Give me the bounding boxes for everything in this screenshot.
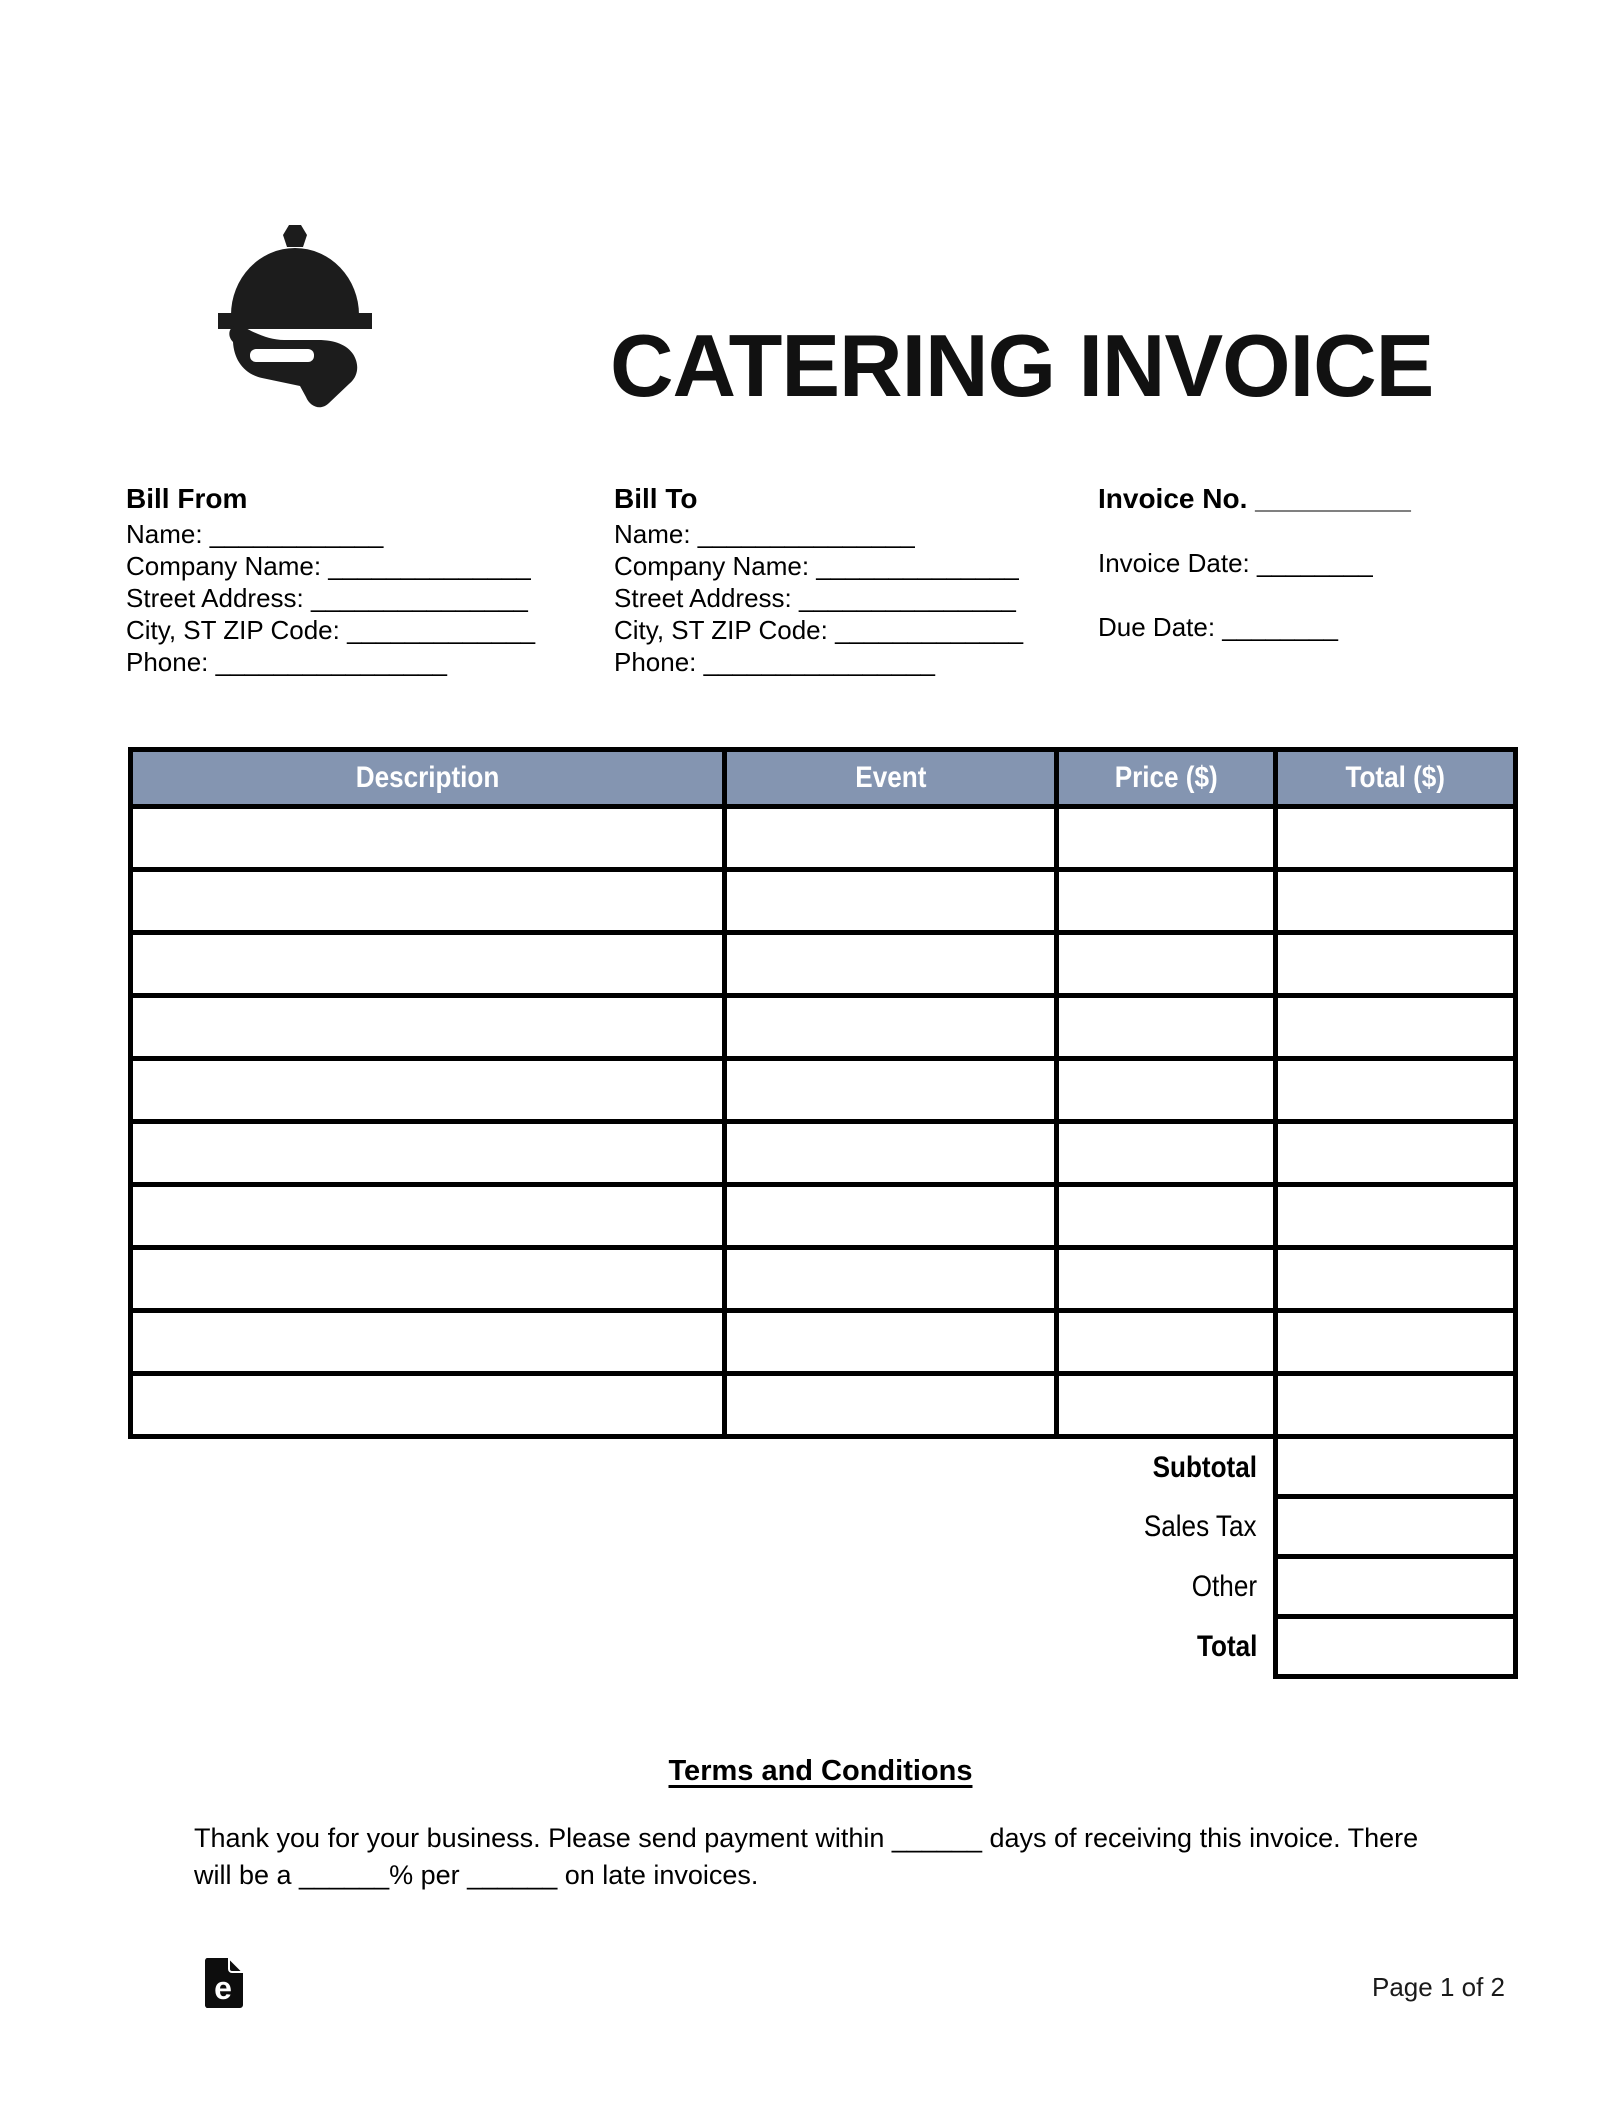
bill-from-heading: Bill From	[126, 483, 248, 514]
bill-to-name-line: Name: _______________	[614, 519, 915, 549]
description-cell	[131, 1311, 725, 1374]
event-cell	[725, 870, 1057, 933]
event-cell	[725, 1248, 1057, 1311]
description-cell	[131, 1122, 725, 1185]
event-cell	[725, 1122, 1057, 1185]
invoice-number-line: Invoice No. __________	[1098, 483, 1411, 514]
invoice-meta-section	[1098, 483, 1411, 643]
column-header-total: Total ($)	[1276, 750, 1516, 807]
total-cell	[1276, 1374, 1516, 1437]
table-row	[131, 1248, 1516, 1311]
event-cell	[725, 807, 1057, 870]
column-header-price: Price ($)	[1057, 750, 1276, 807]
page-indicator: Page 1 of 2	[1372, 1972, 1505, 2002]
event-cell	[725, 1059, 1057, 1122]
event-cell	[725, 1185, 1057, 1248]
column-header-description: Description	[131, 750, 725, 807]
event-cell	[725, 1311, 1057, 1374]
terms-paragraph: Thank you for your business. Please send payment within ______ days of receiving this invoice. There will be a ______% per ______ on late invoices.	[194, 1823, 1419, 1890]
due-date-line: Due Date: ________	[1098, 612, 1338, 642]
price-cell	[1057, 870, 1276, 933]
total-cell	[1276, 1122, 1516, 1185]
price-cell	[1057, 807, 1276, 870]
total-cell	[1276, 1311, 1516, 1374]
table-header-row	[131, 750, 1516, 807]
catering-cloche-icon	[206, 220, 384, 408]
bill-to-section	[614, 483, 1023, 678]
description-cell	[131, 807, 725, 870]
table-row	[131, 870, 1516, 933]
table-row	[131, 1311, 1516, 1374]
table-row	[131, 1059, 1516, 1122]
table-row	[131, 1374, 1516, 1437]
eforms-logo-letter: e	[214, 1970, 232, 2006]
column-header-event: Event	[725, 750, 1057, 807]
subtotal-value-box	[1276, 1437, 1516, 1497]
eforms-logo-icon	[205, 1958, 243, 2008]
page-title: CATERING INVOICE	[610, 316, 1434, 415]
bill-from-city-line: City, ST ZIP Code: _____________	[126, 615, 536, 645]
bill-from-section	[126, 483, 535, 678]
other-row	[131, 1557, 1516, 1617]
subtotal-label: Subtotal	[1152, 1450, 1257, 1484]
sales-tax-row	[131, 1497, 1516, 1557]
table-row	[131, 807, 1516, 870]
bill-to-street-line: Street Address: _______________	[614, 583, 1016, 613]
total-label: Total	[1196, 1629, 1257, 1663]
table-row	[131, 933, 1516, 996]
description-cell	[131, 1059, 725, 1122]
sales-tax-value-box	[1276, 1497, 1516, 1557]
subtotal-row	[131, 1437, 1516, 1497]
table-row	[131, 1185, 1516, 1248]
table-row	[131, 996, 1516, 1059]
bill-to-company-line: Company Name: ______________	[614, 551, 1019, 581]
other-value-box	[1276, 1557, 1516, 1617]
event-cell	[725, 933, 1057, 996]
description-cell	[131, 1185, 725, 1248]
price-cell	[1057, 1374, 1276, 1437]
line-items-table	[128, 747, 1518, 1679]
other-label: Other	[1191, 1569, 1257, 1603]
description-cell	[131, 996, 725, 1059]
table-row	[131, 1122, 1516, 1185]
price-cell	[1057, 1059, 1276, 1122]
price-cell	[1057, 996, 1276, 1059]
total-value-box	[1276, 1617, 1516, 1677]
total-cell	[1276, 1185, 1516, 1248]
total-cell	[1276, 996, 1516, 1059]
bill-from-company-line: Company Name: ______________	[126, 551, 531, 581]
price-cell	[1057, 933, 1276, 996]
price-cell	[1057, 1122, 1276, 1185]
price-cell	[1057, 1185, 1276, 1248]
sales-tax-label: Sales Tax	[1144, 1509, 1257, 1543]
total-cell	[1276, 1059, 1516, 1122]
description-cell	[131, 870, 725, 933]
description-cell	[131, 933, 725, 996]
bill-to-city-line: City, ST ZIP Code: _____________	[614, 615, 1024, 645]
description-cell	[131, 1374, 725, 1437]
bill-to-phone-line: Phone: ________________	[614, 647, 935, 677]
bill-from-phone-line: Phone: ________________	[126, 647, 447, 677]
total-cell	[1276, 870, 1516, 933]
price-cell	[1057, 1311, 1276, 1374]
invoice-date-line: Invoice Date: ________	[1098, 548, 1373, 578]
price-cell	[1057, 1248, 1276, 1311]
total-row	[131, 1617, 1516, 1677]
bill-from-name-line: Name: ____________	[126, 519, 384, 549]
total-cell	[1276, 1248, 1516, 1311]
bill-to-heading: Bill To	[614, 483, 698, 514]
total-cell	[1276, 807, 1516, 870]
event-cell	[725, 996, 1057, 1059]
bill-from-street-line: Street Address: _______________	[126, 583, 528, 613]
event-cell	[725, 1374, 1057, 1437]
description-cell	[131, 1248, 725, 1311]
total-cell	[1276, 933, 1516, 996]
terms-heading: Terms and Conditions	[668, 1755, 973, 1787]
